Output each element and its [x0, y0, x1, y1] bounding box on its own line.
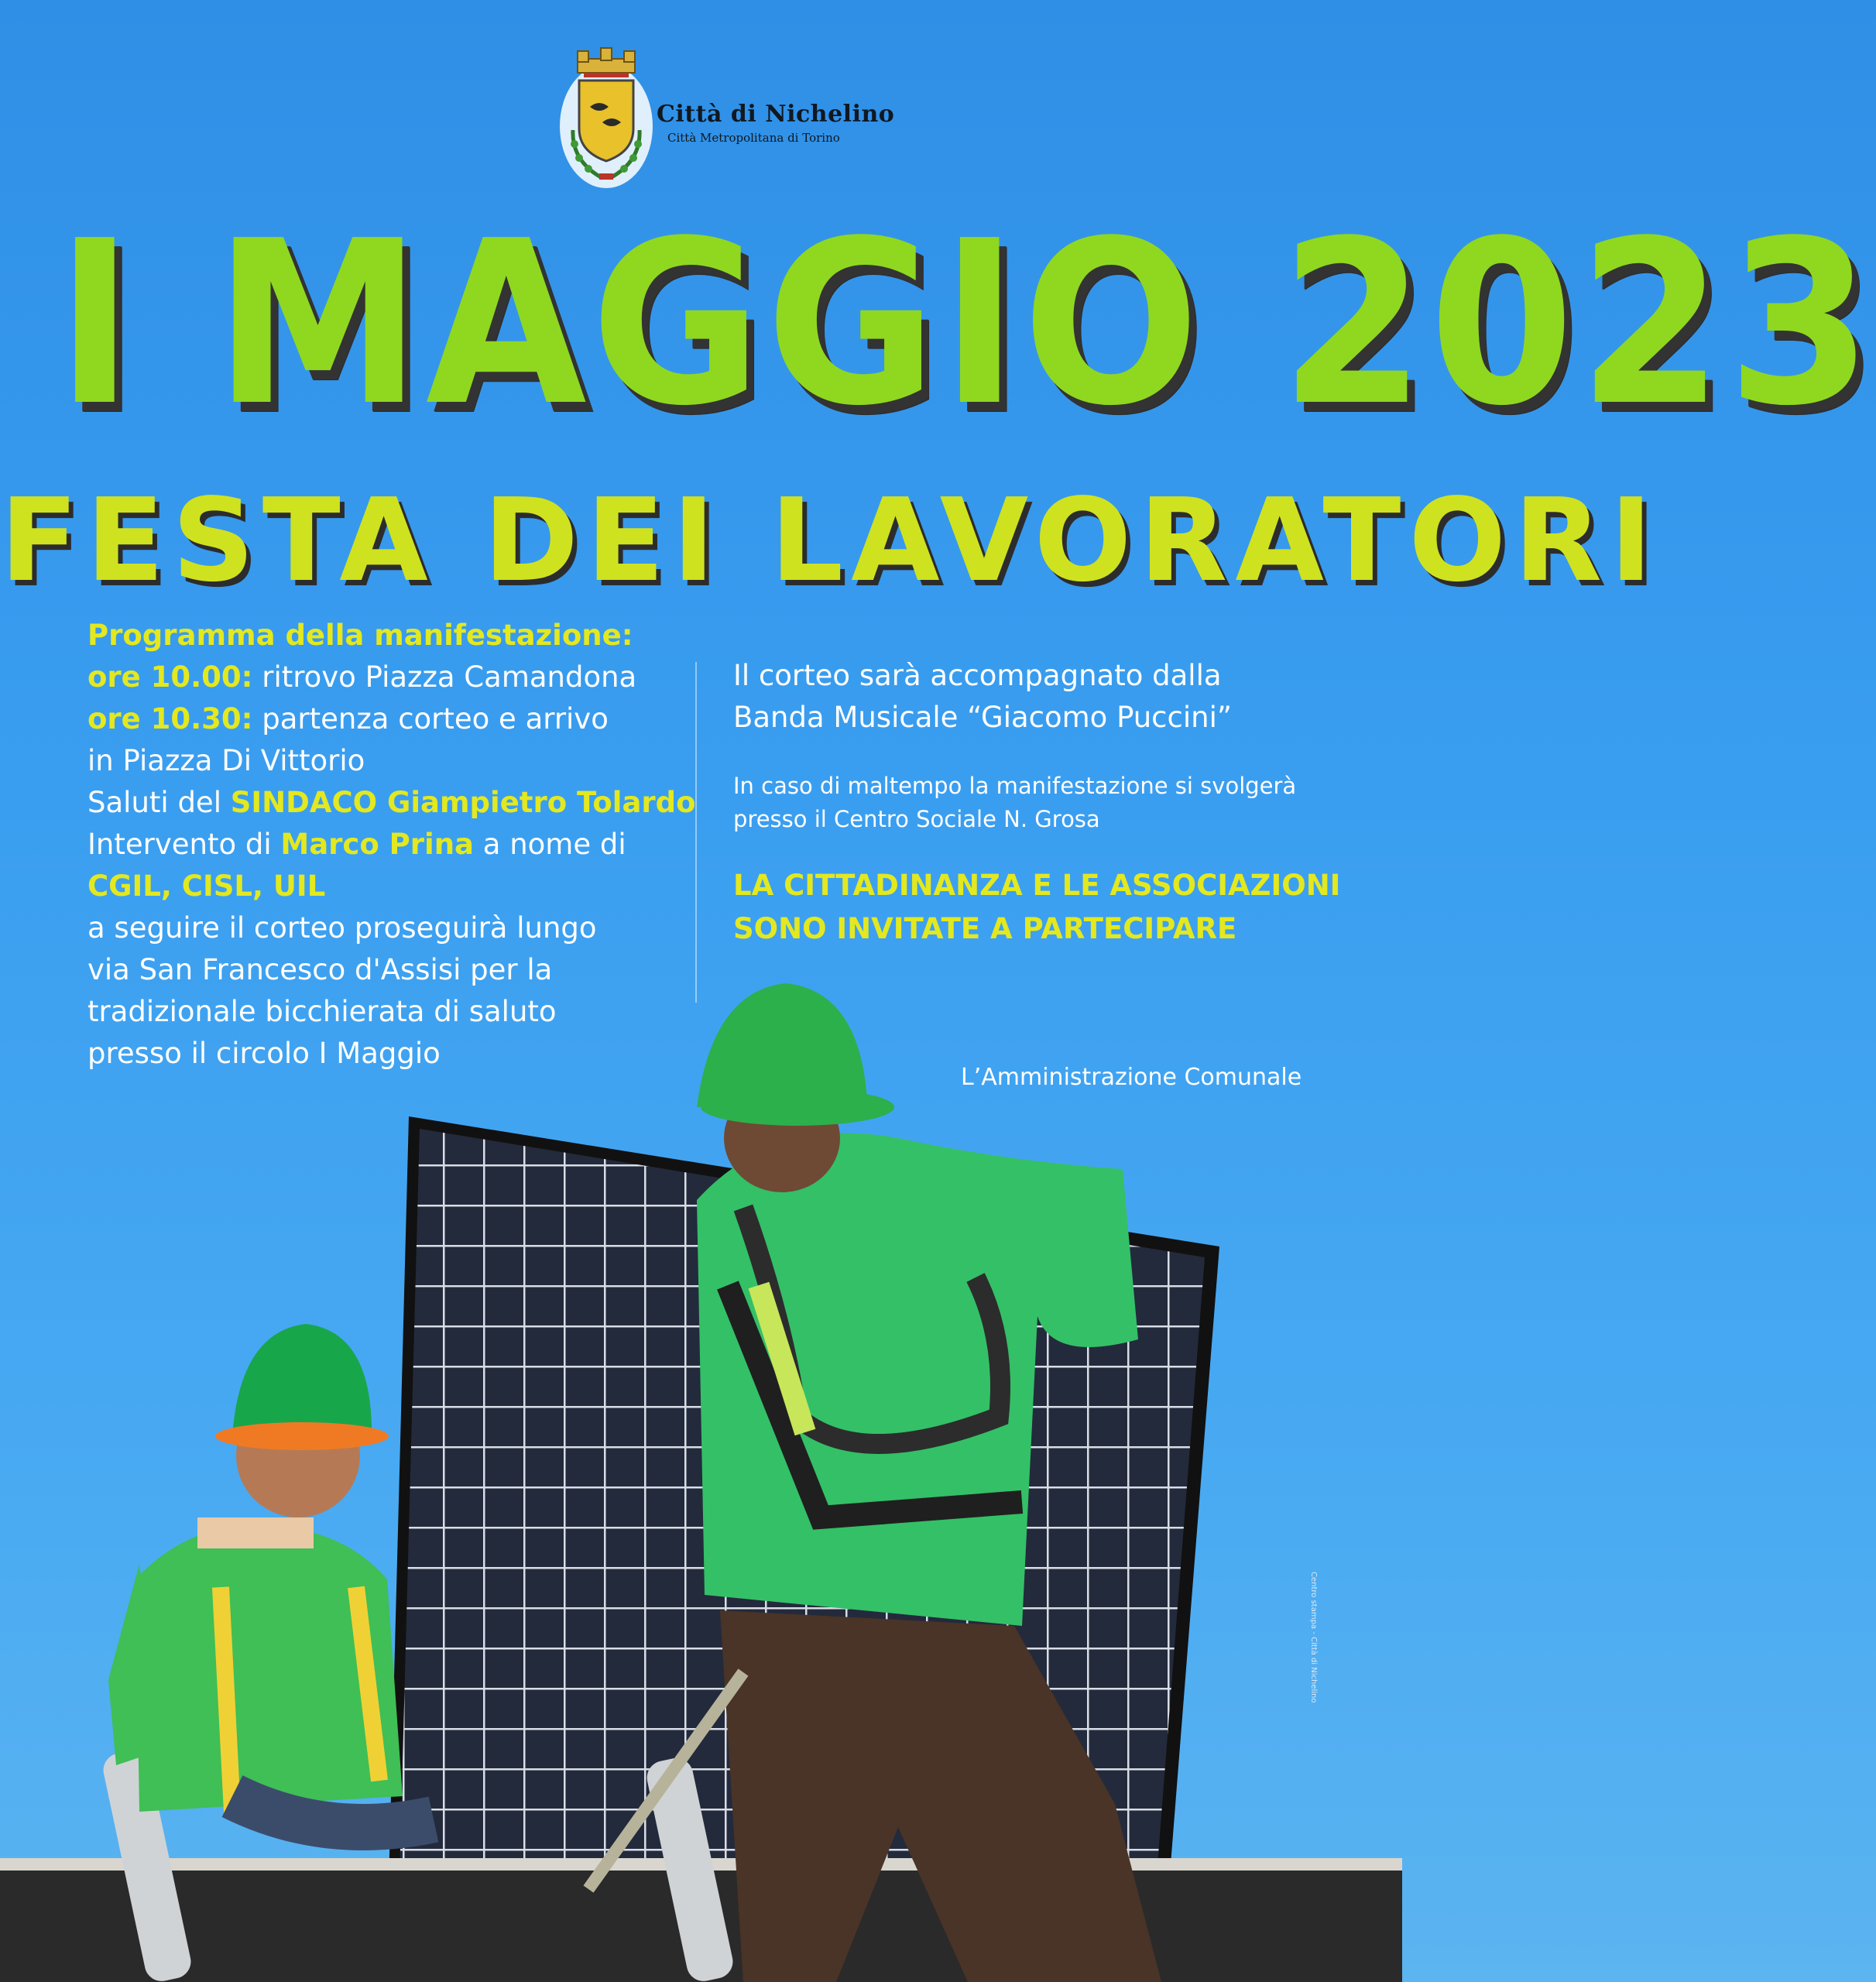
weather-notice	[733, 770, 1368, 836]
intervento-prefix: Intervento di	[87, 828, 281, 861]
weather-line-1: In caso di maltempo la manifestazione si svolgerà	[733, 773, 1297, 799]
program-time-2	[87, 698, 699, 740]
program-intervento	[87, 824, 699, 866]
weather-line-2: presso il Centro Sociale N. Grosa	[733, 806, 1100, 832]
sub-title: FESTA DEI LAVORATORI	[0, 474, 1661, 607]
logo-text	[657, 101, 894, 145]
invitation	[733, 864, 1368, 951]
speaker-name: Marco Prina	[280, 828, 475, 861]
worker-left-icon	[108, 1324, 434, 1827]
time-label: ore 10.30:	[87, 702, 253, 736]
time-text: partenza corteo e arrivo	[252, 702, 609, 736]
band-line-2: Banda Musicale “Giacomo Puccini”	[733, 701, 1233, 734]
program-time-1	[87, 657, 699, 698]
program-seguire-2: via San Francesco d'Assisi per la	[87, 953, 553, 986]
time-label: ore 10.00:	[87, 660, 253, 694]
program-saluti	[87, 782, 699, 824]
saluti-prefix: Saluti del	[87, 786, 231, 819]
city-name: Città di Nichelino	[657, 101, 895, 128]
time-text: ritrovo Piazza Camandona	[252, 660, 637, 694]
program-seguire-3: tradizionale bicchierata di saluto	[87, 995, 557, 1028]
invite-line-2: SONO INVITATE A PARTECIPARE	[733, 912, 1237, 945]
program-seguire-1: a seguire il corteo proseguirà lungo	[87, 911, 597, 945]
sindaco-name: SINDACO Giampietro Tolardo	[230, 786, 696, 819]
intervento-suffix: a nome di	[474, 828, 626, 861]
city-crest-icon	[556, 45, 657, 192]
program-seguire-4: presso il circolo I Maggio	[87, 1037, 441, 1070]
city-subtitle: Città Metropolitana di Torino	[667, 131, 840, 145]
unions: CGIL, CISL, UIL	[87, 869, 326, 903]
print-credit: Centro stampa - Città di Nichelino	[1309, 1572, 1318, 1703]
signature: L’Amministrazione Comunale	[961, 1064, 1302, 1091]
program-piazza: in Piazza Di Vittorio	[87, 744, 365, 777]
program-column	[87, 615, 699, 1075]
band-line-1: Il corteo sarà accompagnato dalla	[733, 659, 1222, 692]
column-divider	[695, 662, 697, 1003]
program-heading: Programma della manifestazione:	[87, 619, 633, 652]
main-title: I MAGGIO 2023	[56, 192, 1876, 455]
info-column	[733, 655, 1368, 951]
photo-scene	[0, 1084, 1402, 1982]
invite-line-1: LA CITTADINANZA E LE ASSOCIAZIONI	[733, 869, 1341, 902]
